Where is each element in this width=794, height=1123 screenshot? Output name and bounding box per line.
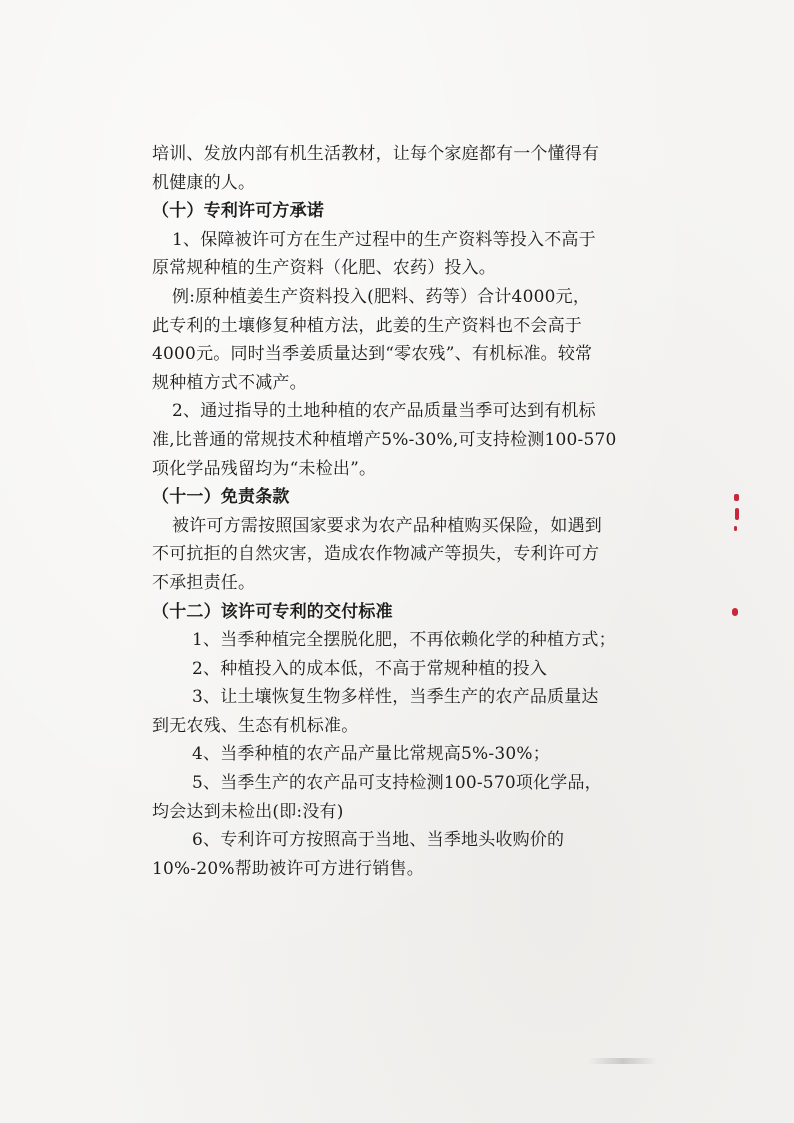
red-stamp-fragment: [734, 494, 739, 501]
document-body: [152, 140, 642, 883]
text-line-6: 例:原种植姜生产资料投入(肥料、药等）合计4000元，: [172, 286, 591, 307]
scan-shadow: [588, 1058, 658, 1064]
text-line-9: 规种植方式不减产。: [152, 372, 307, 393]
text-line-14: 被许可方需按照国家要求为农产品种植购买保险，如遇到: [172, 515, 602, 536]
text-line-25: 6、专利许可方按照高于当地、当季地头收购价的: [192, 830, 565, 851]
section-heading-12: （十二）该许可专利的交付标准: [152, 601, 393, 622]
text-line-5: 原常规种植的生产资料（化肥、农药）投入。: [152, 258, 496, 279]
red-stamp-fragment: [735, 508, 739, 520]
text-line-24: 均会达到未检出(即:没有): [152, 801, 344, 822]
section-heading-10: （十）专利许可方承诺: [152, 201, 324, 222]
text-line-16: 不承担责任。: [152, 572, 256, 593]
text-line-19: 2、种植投入的成本低，不高于常规种植的投入: [192, 658, 548, 679]
text-line-4: 1、保障被许可方在生产过程中的生产资料等投入不高于: [172, 229, 596, 250]
text-line-22: 4、当季种植的农产品产量比常规高5%-30%；: [192, 744, 550, 765]
red-ink-mark: [732, 608, 738, 616]
text-line-11: 准,比普通的常规技术种植增产5%-30%,可支持检测100-570: [152, 429, 617, 450]
text-line-15: 不可抗拒的自然灾害，造成农作物减产等损失，专利许可方: [152, 544, 600, 565]
text-line-1: 培训、发放内部有机生活教材，让每个家庭都有一个懂得有: [152, 144, 600, 164]
text-line-23: 5、当季生产的农产品可支持检测100-570项化学品，: [192, 773, 602, 794]
text-line-18: 1、当季种植完全摆脱化肥，不再依赖化学的种植方式；: [192, 630, 616, 651]
text-line-7: 此专利的土壤修复种植方法，此姜的生产资料也不会高于: [152, 315, 582, 336]
text-line-12: 项化学品残留均为“未检出”。: [152, 458, 377, 479]
text-line-21: 到无农残、生态有机标准。: [152, 715, 359, 736]
text-line-2: 机健康的人。: [152, 172, 256, 193]
text-line-26: 10%-20%帮助被许可方进行销售。: [152, 858, 424, 879]
text-line-8: 4000元。同时当季姜质量达到“零农残”、有机标准。较常: [152, 344, 593, 365]
text-line-10: 2、通过指导的土地种植的农产品质量当季可达到有机标: [172, 401, 596, 422]
red-stamp-fragment: [734, 526, 737, 531]
text-line-20: 3、让土壤恢复生物多样性，当季生产的农产品质量达: [192, 687, 599, 708]
section-heading-11: （十一）免责条款: [152, 487, 290, 508]
